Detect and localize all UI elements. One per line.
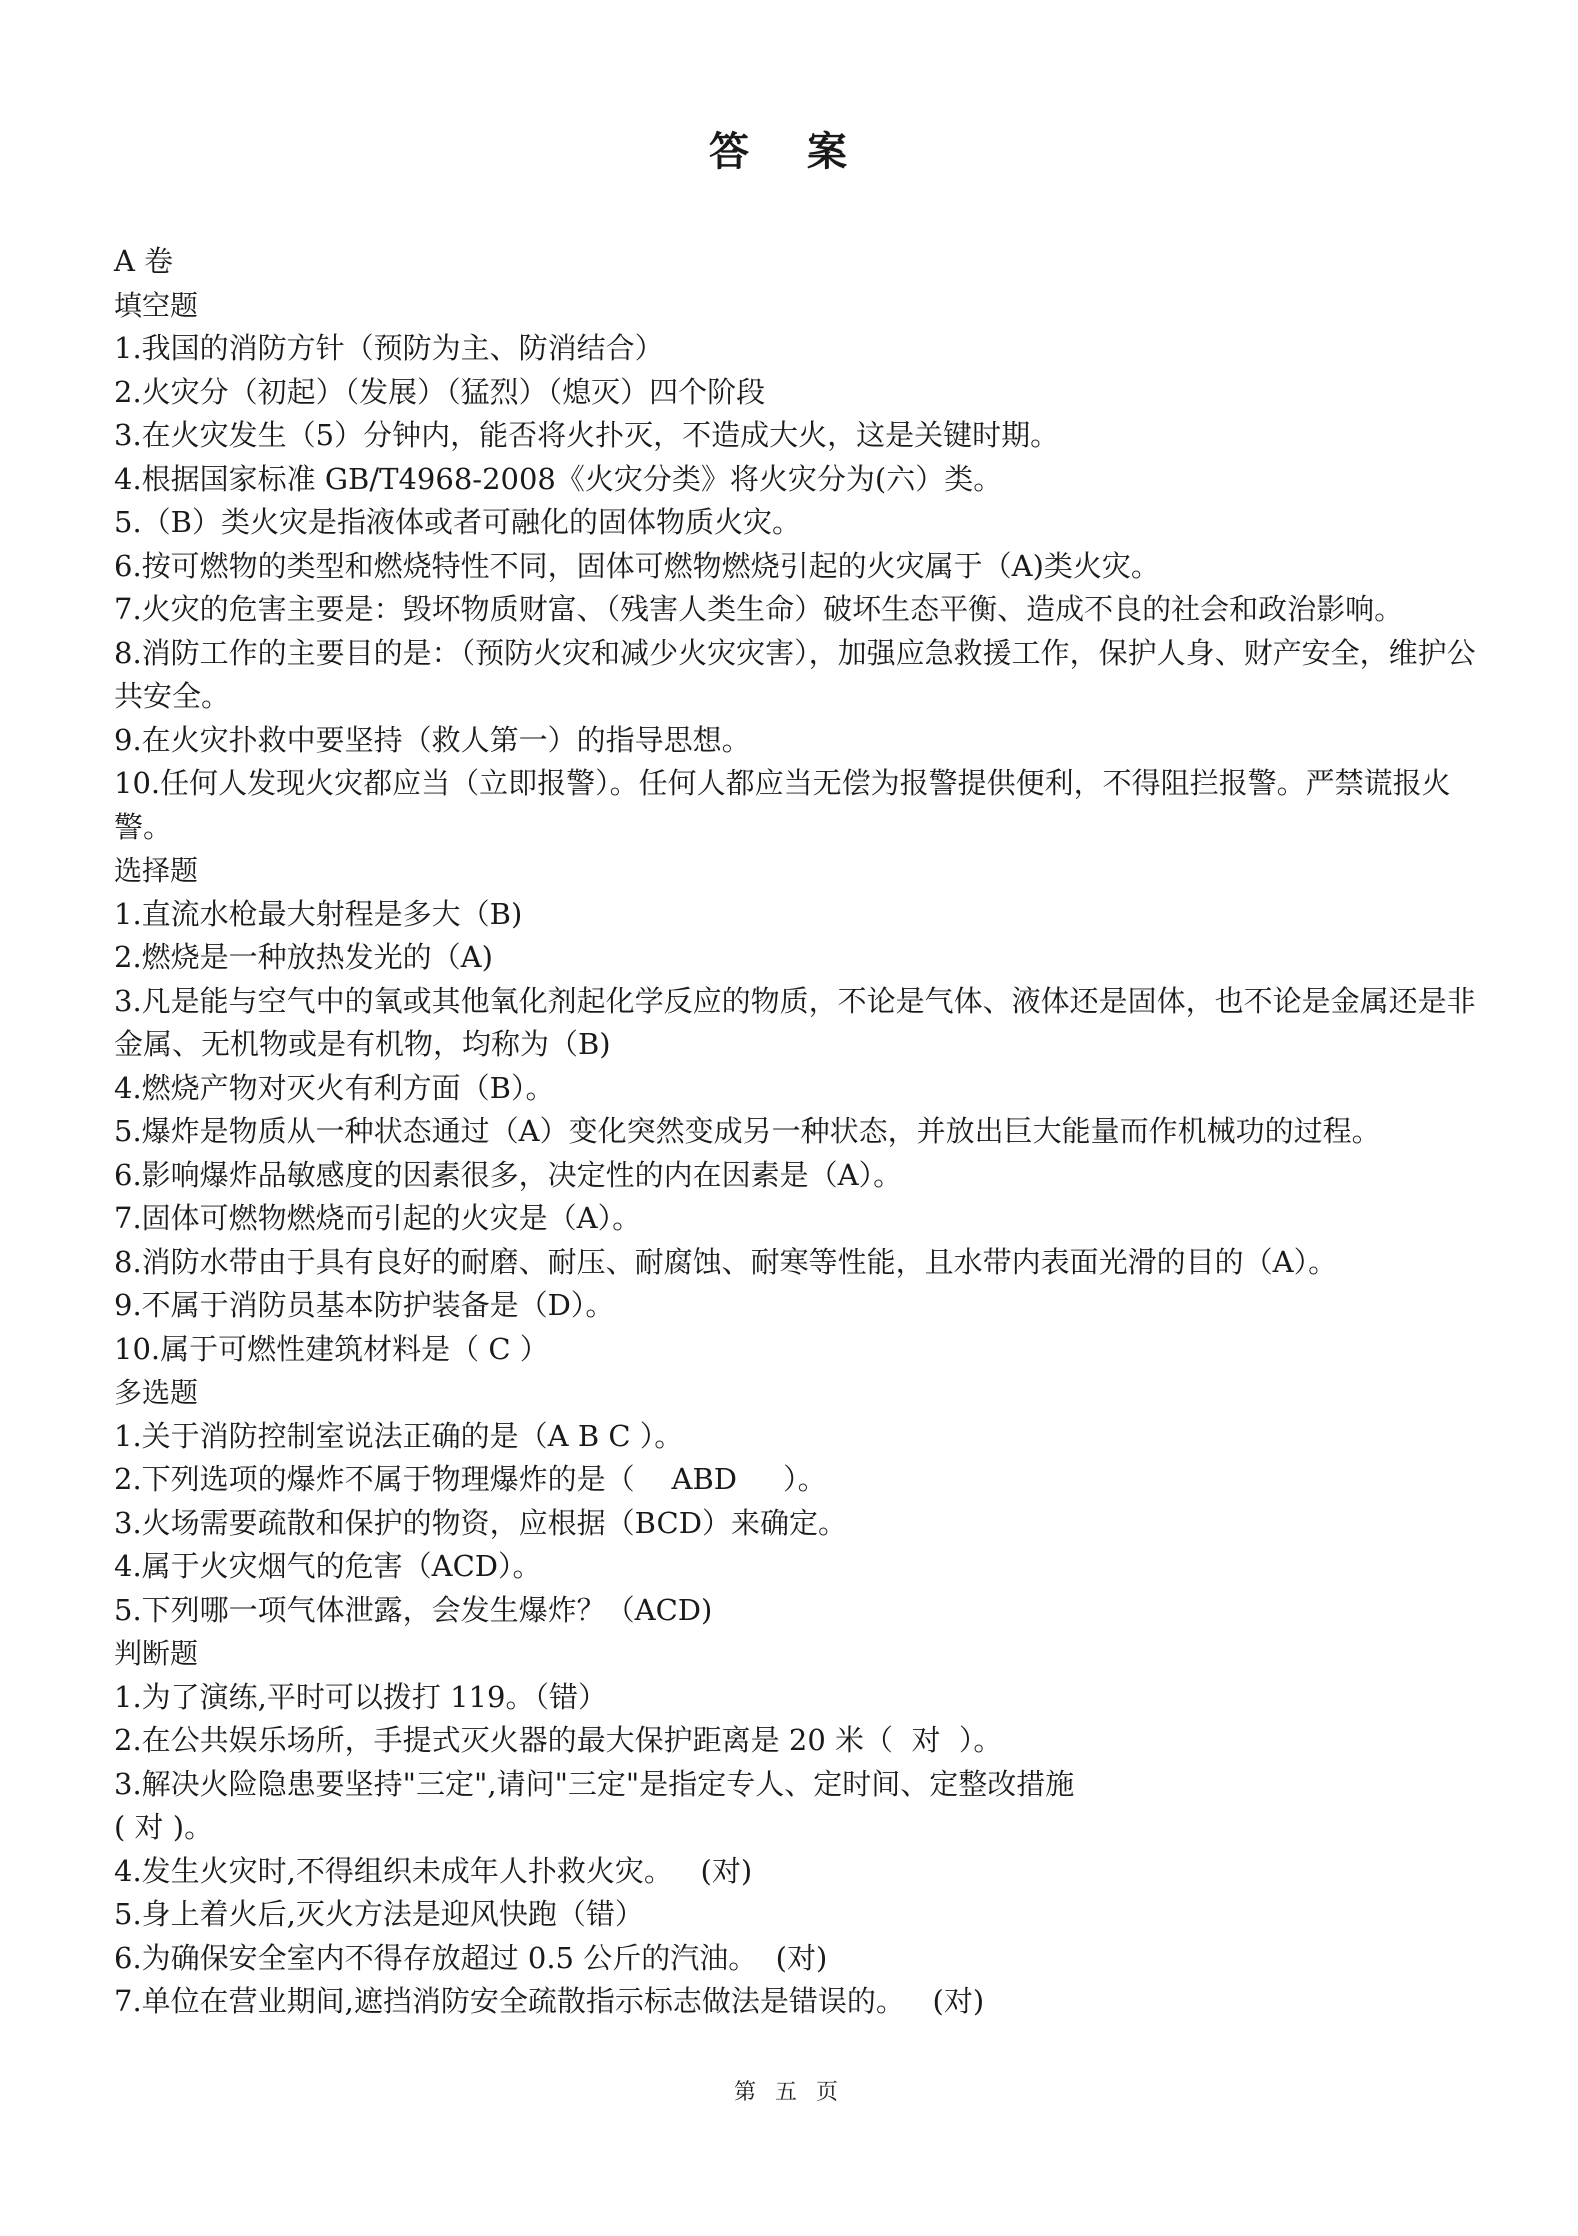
answer-line: 5.（B）类火灾是指液体或者可融化的固体物质火灾。 <box>114 505 801 539</box>
page-number-footer: 第 五 页 <box>734 2080 844 2105</box>
answer-line: 2.在公共娱乐场所，手提式灭火器的最大保护距离是 20 米（ 对 ）。 <box>114 1723 1003 1757</box>
page-title: 答 案 <box>709 129 869 175</box>
answer-line: 6.为确保安全室内不得存放超过 0.5 公斤的汽油。 (对) <box>114 1940 828 1975</box>
answer-line: 2.火灾分（初起）（发展）（猛烈）（熄灭）四个阶段 <box>114 374 766 409</box>
answer-line: 5.下列哪一项气体泄露，会发生爆炸？（ACD) <box>114 1592 713 1627</box>
answer-line: 3.在火灾发生（5）分钟内，能否将火扑灭，不造成大火，这是关键时期。 <box>114 418 1060 452</box>
answer-line: 3.凡是能与空气中的氧或其他氧化剂起化学反应的物质，不论是气体、液体还是固体，也不论是金属还是非金属、无机物或是有机物，均称为（B) <box>114 983 1476 1061</box>
answer-line: 7.火灾的危害主要是：毁坏物质财富、（残害人类生命）破坏生态平衡、造成不良的社会和政治影响。 <box>114 592 1404 626</box>
answer-line: 2.下列选项的爆炸不属于物理爆炸的是（ ABD ）。 <box>114 1462 827 1496</box>
section-heading-true-false: 判断题 <box>114 1637 199 1670</box>
answer-line: 1.为了演练,平时可以拨打 119。（错） <box>114 1679 607 1714</box>
answer-line: 1.直流水枪最大射程是多大（B) <box>114 896 523 931</box>
answer-line: ( 对 )。 <box>114 1810 214 1844</box>
answer-line: 7.固体可燃物燃烧而引起的火灾是（A）。 <box>114 1201 642 1235</box>
answer-line: 10.任何人发现火灾都应当（立即报警）。任何人都应当无偿为报警提供便利，不得阻拦报警。严禁谎报火警。 <box>114 766 1451 844</box>
answer-line: 5.身上着火后,灭火方法是迎风快跑（错） <box>114 1897 644 1931</box>
answer-line: 9.不属于消防员基本防护装备是（D）。 <box>114 1288 615 1322</box>
answer-line: 8.消防工作的主要目的是：（预防火灾和减少火灾灾害），加强应急救援工作，保护人身、财产安全，维护公共安全。 <box>114 635 1476 713</box>
answer-line: 6.影响爆炸品敏感度的因素很多，决定性的内在因素是（A）。 <box>114 1157 903 1192</box>
answer-line: 1.我国的消防方针（预防为主、防消结合） <box>114 331 664 365</box>
answer-line: 4.根据国家标准 GB/T4968-2008《火灾分类》将火灾分为(六）类。 <box>114 461 1003 496</box>
section-heading-single-choice: 选择题 <box>114 854 199 887</box>
answer-line: 4.属于火灾烟气的危害（ACD）。 <box>114 1549 542 1583</box>
answer-line: 10.属于可燃性建筑材料是（ C ） <box>114 1331 549 1366</box>
answer-line: 5.爆炸是物质从一种状态通过（A）变化突然变成另一种状态，并放出巨大能量而作机械功的过程。 <box>114 1114 1381 1148</box>
answer-line: 1.关于消防控制室说法正确的是（A B C ）。 <box>114 1418 684 1453</box>
answer-line: 3.火场需要疏散和保护的物资，应根据（BCD）来确定。 <box>114 1505 847 1540</box>
answer-line: 6.按可燃物的类型和燃烧特性不同，固体可燃物燃烧引起的火灾属于（A)类火灾。 <box>114 548 1160 583</box>
answer-line: 8.消防水带由于具有良好的耐磨、耐压、耐腐蚀、耐寒等性能，且水带内表面光滑的目的（A）。 <box>114 1244 1338 1279</box>
answer-line: 7.单位在营业期间,遮挡消防安全疏散指示标志做法是错误的。 (对) <box>114 1984 985 2018</box>
answer-line: 4.发生火灾时,不得组织未成年人扑救火灾。 (对) <box>114 1853 753 1888</box>
answer-line: 9.在火灾扑救中要坚持（救人第一）的指导思想。 <box>114 722 751 757</box>
paper-label: A 卷 <box>114 244 174 278</box>
section-heading-fill-blank: 填空题 <box>114 288 199 322</box>
section-heading-multiple-choice: 多选题 <box>114 1376 199 1409</box>
answer-content <box>114 240 1484 2024</box>
answer-line: 3.解决火险隐患要坚持"三定",请问"三定"是指定专人、定时间、定整改措施 <box>114 1766 1075 1801</box>
answer-line: 2.燃烧是一种放热发光的（A) <box>114 940 493 974</box>
answer-line: 4.燃烧产物对灭火有利方面（B）。 <box>114 1070 555 1105</box>
